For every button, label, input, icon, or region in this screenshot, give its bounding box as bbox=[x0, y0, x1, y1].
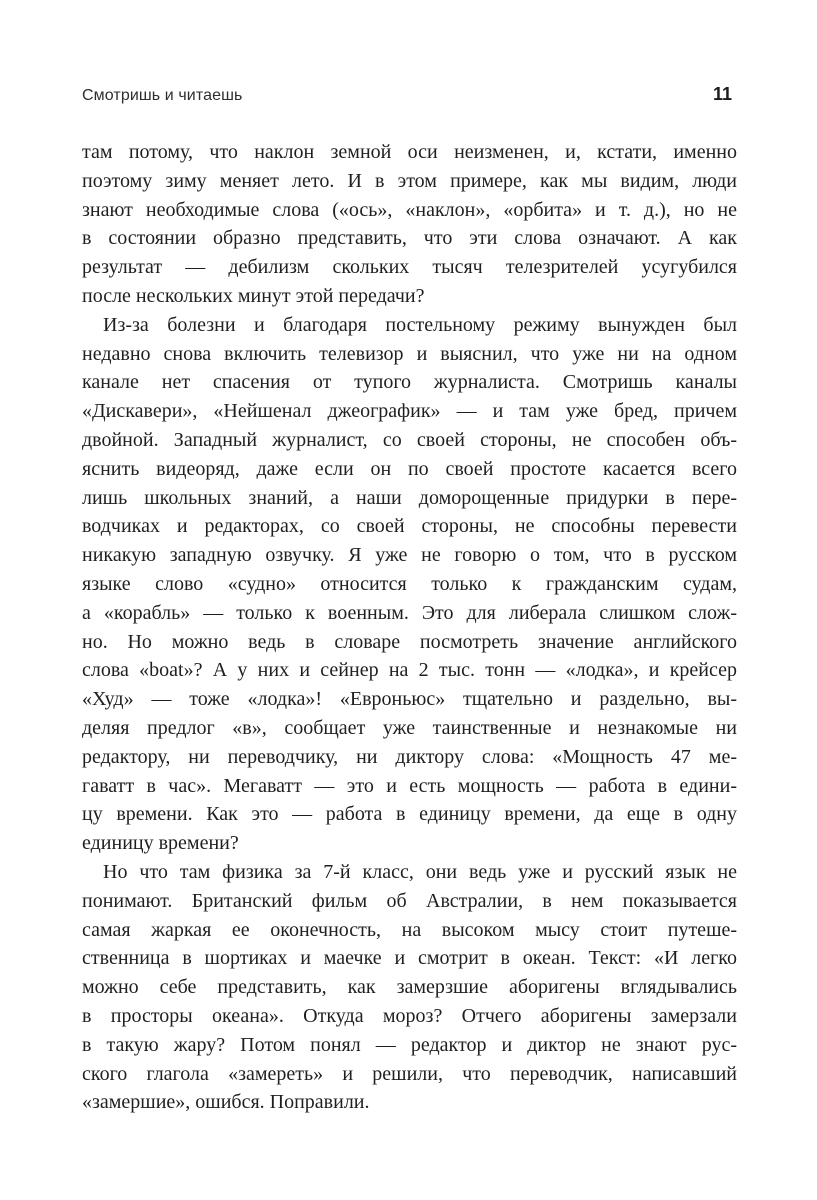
text-line: двойной. Западный журналист, со своей стороны, не способен объ- bbox=[82, 428, 737, 451]
text-line: яснить видеоряд, даже если он по своей простоте касается всего bbox=[82, 457, 737, 480]
text-line: лишь школьных знаний, а наши доморощенные придурки в пере- bbox=[82, 486, 737, 509]
page-number: 11 bbox=[712, 84, 732, 104]
text-line: после нескольких минут этой передачи? bbox=[82, 284, 425, 307]
paragraph bbox=[82, 858, 737, 1117]
text-line: водчиках и редакторах, со своей стороны, не способны перевести bbox=[82, 515, 737, 538]
text-line: в просторы океана». Откуда мороз? Отчего аборигены замерзали bbox=[82, 1004, 737, 1027]
text-line: «замершие», ошибся. Поправили. bbox=[82, 1091, 370, 1114]
text-line: понимают. Британский фильм об Австралии, в нем показывается bbox=[82, 889, 737, 912]
text-line: языке слово «судно» относится только к гражданским судам, bbox=[82, 572, 737, 595]
text-line: знают необходимые слова («ось», «наклон», «орбита» и т. д.), но не bbox=[82, 198, 737, 221]
text-line: никакую западную озвучку. Я уже не говорю о том, что в русском bbox=[82, 544, 737, 567]
text-line: самая жаркая ее оконечность, на высоком мысу стоит путеше- bbox=[82, 918, 737, 941]
text-line: канале нет спасения от тупого журналиста. Смотришь каналы bbox=[82, 371, 737, 394]
text-line: а «корабль» — только к военным. Это для либерала слишком слож- bbox=[82, 601, 737, 624]
body-text bbox=[82, 138, 737, 1117]
text-line: ского глагола «замереть» и решили, что переводчик, написавший bbox=[82, 1062, 737, 1085]
text-line: единицу времени? bbox=[82, 832, 239, 855]
text-line: результат — дебилизм скольких тысяч телезрителей усугубился bbox=[82, 256, 737, 279]
text-line: там потому, что наклон земной оси неизменен, и, кстати, именно bbox=[82, 141, 737, 163]
text-line: но. Но можно ведь в словаре посмотреть значение английского bbox=[82, 630, 737, 653]
paragraph bbox=[82, 138, 737, 311]
text-line: в такую жару? Потом понял — редактор и диктор не знают рус- bbox=[82, 1033, 737, 1056]
text-line: редактору, ни переводчику, ни диктору слова: «Мощность 47 ме- bbox=[82, 745, 737, 768]
running-title: Смотришь и читаешь bbox=[82, 87, 243, 104]
text-line: гаватт в час». Мегаватт — это и есть мощность — работа в едини- bbox=[82, 774, 737, 797]
text-line: в состоянии образно представить, что эти слова означают. А как bbox=[82, 227, 737, 250]
text-line: Но что там физика за 7-й класс, они ведь уже и русский язык не bbox=[103, 860, 737, 883]
text-line: цу времени. Как это — работа в единицу времени, да еще в одну bbox=[82, 803, 737, 826]
text-line: Из-за болезни и благодаря постельному режиму вынужден был bbox=[103, 313, 737, 336]
text-line: деляя предлог «в», сообщает уже таинственные и незнакомые ни bbox=[82, 716, 737, 739]
text-line: ственница в шортиках и маечке и смотрит в океан. Текст: «И легко bbox=[82, 947, 737, 970]
running-header bbox=[82, 84, 732, 105]
text-line: «Дискавери», «Нейшенал джеографик» — и там уже бред, причем bbox=[82, 400, 737, 423]
text-line: поэтому зиму меняет лето. И в этом примере, как мы видим, люди bbox=[82, 169, 737, 192]
text-line: можно себе представить, как замерзшие аборигены вглядывались bbox=[82, 976, 737, 999]
text-line: «Худ» — тоже «лодка»! «Евроньюс» тщательно и раздельно, вы- bbox=[82, 688, 737, 711]
text-line: недавно снова включить телевизор и выяснил, что уже ни на одном bbox=[82, 342, 737, 365]
paragraph bbox=[82, 311, 737, 858]
text-line: слова «boat»? А у них и сейнер на 2 тыс. тонн — «лодка», и крейсер bbox=[82, 659, 737, 682]
